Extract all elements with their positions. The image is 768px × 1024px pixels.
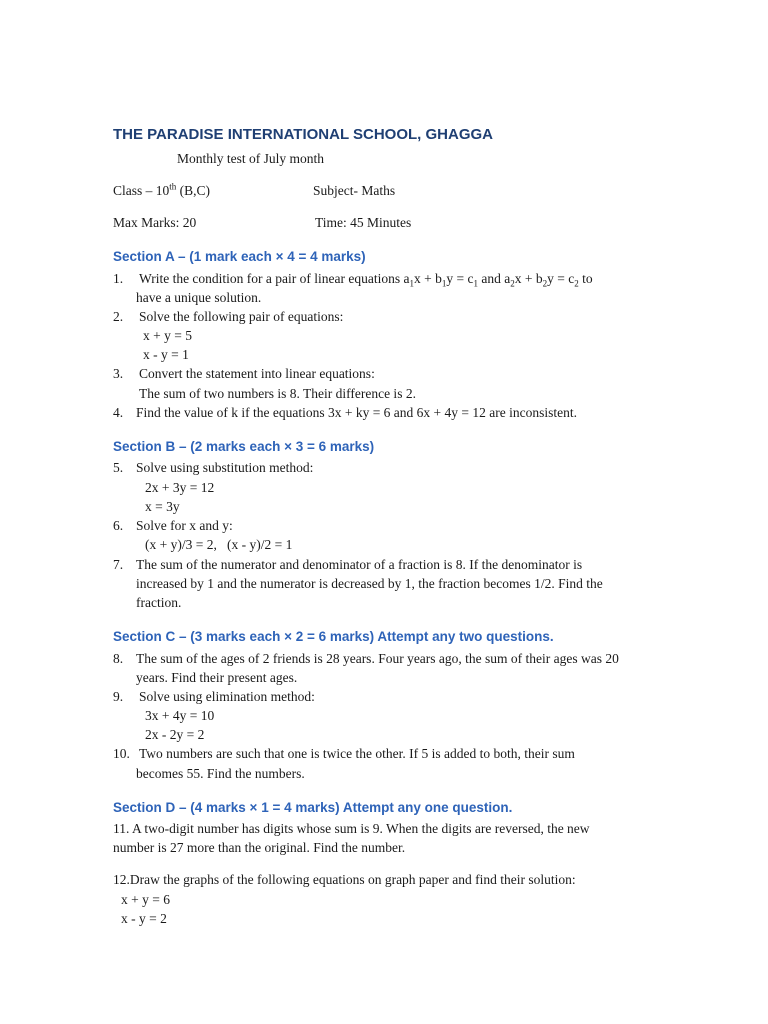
q9-text: Solve using elimination method: bbox=[139, 689, 315, 704]
q10-number: 10. bbox=[113, 746, 130, 761]
q5-equation-1: 2x + 3y = 12 bbox=[145, 480, 215, 495]
q1-text-line1: Write the condition for a pair of linear equations $a_1x + b_1y = c_1$ and $a_2x + b_2y = c_2$ to bbox=[139, 271, 593, 289]
q9-number: 9. bbox=[113, 689, 124, 704]
q2-text: Solve the following pair of equations: bbox=[139, 309, 344, 324]
time-allowed: Time: 45 Minutes bbox=[315, 215, 412, 230]
q10-text-line1: Two numbers are such that one is twice the other. If 5 is added to both, their sum bbox=[139, 746, 575, 761]
q8-text-line2: years. Find their present ages. bbox=[136, 670, 298, 685]
q2-equation-1: x + y = 5 bbox=[143, 328, 192, 343]
q8-text-line1: The sum of the ages of 2 friends is 28 years. Four years ago, the sum of their ages was 20 bbox=[136, 651, 619, 666]
q2-equation-2: x - y = 1 bbox=[143, 347, 189, 362]
q9-equation-1: 3x + 4y = 10 bbox=[145, 708, 215, 723]
q6-equations: (x + y)/3 = 2, (x - y)/2 = 1 bbox=[145, 537, 293, 552]
subject-info: Subject- Maths bbox=[313, 183, 396, 198]
q7-text-line2: increased by 1 and the numerator is decreased by 1, the fraction becomes 1/2. Find the bbox=[136, 576, 603, 591]
q5-equation-2: x = 3y bbox=[145, 499, 180, 514]
section-a-heading: Section A – (1 mark each × 4 = 4 marks) bbox=[113, 249, 366, 264]
q6-number: 6. bbox=[113, 518, 124, 533]
section-c-heading: Section C – (3 marks each × 2 = 6 marks) Attempt any two questions. bbox=[113, 629, 554, 644]
q4-text: Find the value of k if the equations 3x + ky = 6 and 6x + 4y = 12 are inconsistent. bbox=[136, 405, 578, 420]
max-marks: Max Marks: 20 bbox=[113, 215, 197, 230]
section-b-heading: Section B – (2 marks each × 3 = 6 marks) bbox=[113, 439, 375, 454]
q6-text: Solve for x and y: bbox=[136, 518, 233, 533]
q3-text: Convert the statement into linear equations: bbox=[139, 366, 375, 381]
school-name: THE PARADISE INTERNATIONAL SCHOOL, GHAGGA bbox=[113, 126, 494, 143]
q12-text: 12.Draw the graphs of the following equations on graph paper and find their solution: bbox=[113, 872, 576, 887]
q9-equation-2: 2x - 2y = 2 bbox=[145, 727, 205, 742]
q12-equation-1: x + y = 6 bbox=[121, 892, 170, 907]
q1-text-line2: have a unique solution. bbox=[136, 290, 262, 305]
q11-text-line1: 11. A two-digit number has digits whose sum is 9. When the digits are reversed, the new bbox=[113, 821, 590, 836]
q11-text-line2: number is 27 more than the original. Find the number. bbox=[113, 840, 406, 855]
section-d-heading: Section D – (4 marks × 1 = 4 marks) Attempt any one question. bbox=[113, 800, 513, 815]
q3-number: 3. bbox=[113, 366, 124, 381]
q10-text-line2: becomes 55. Find the numbers. bbox=[136, 766, 305, 781]
q7-number: 7. bbox=[113, 557, 124, 572]
q7-text-line1: The sum of the numerator and denominator of a fraction is 8. If the denominator is bbox=[136, 557, 583, 572]
q12-equation-2: x - y = 2 bbox=[121, 911, 167, 926]
q1-number: 1. bbox=[113, 271, 124, 286]
class-info: Class – 10th (B,C) bbox=[113, 181, 211, 198]
q2-number: 2. bbox=[113, 309, 124, 324]
test-name: Monthly test of July month bbox=[177, 151, 325, 166]
q4-number: 4. bbox=[113, 405, 124, 420]
q7-text-line3: fraction. bbox=[136, 595, 182, 610]
q5-number: 5. bbox=[113, 460, 124, 475]
q5-text: Solve using substitution method: bbox=[136, 460, 314, 475]
q8-number: 8. bbox=[113, 651, 124, 666]
q3-statement: The sum of two numbers is 8. Their difference is 2. bbox=[139, 386, 416, 401]
